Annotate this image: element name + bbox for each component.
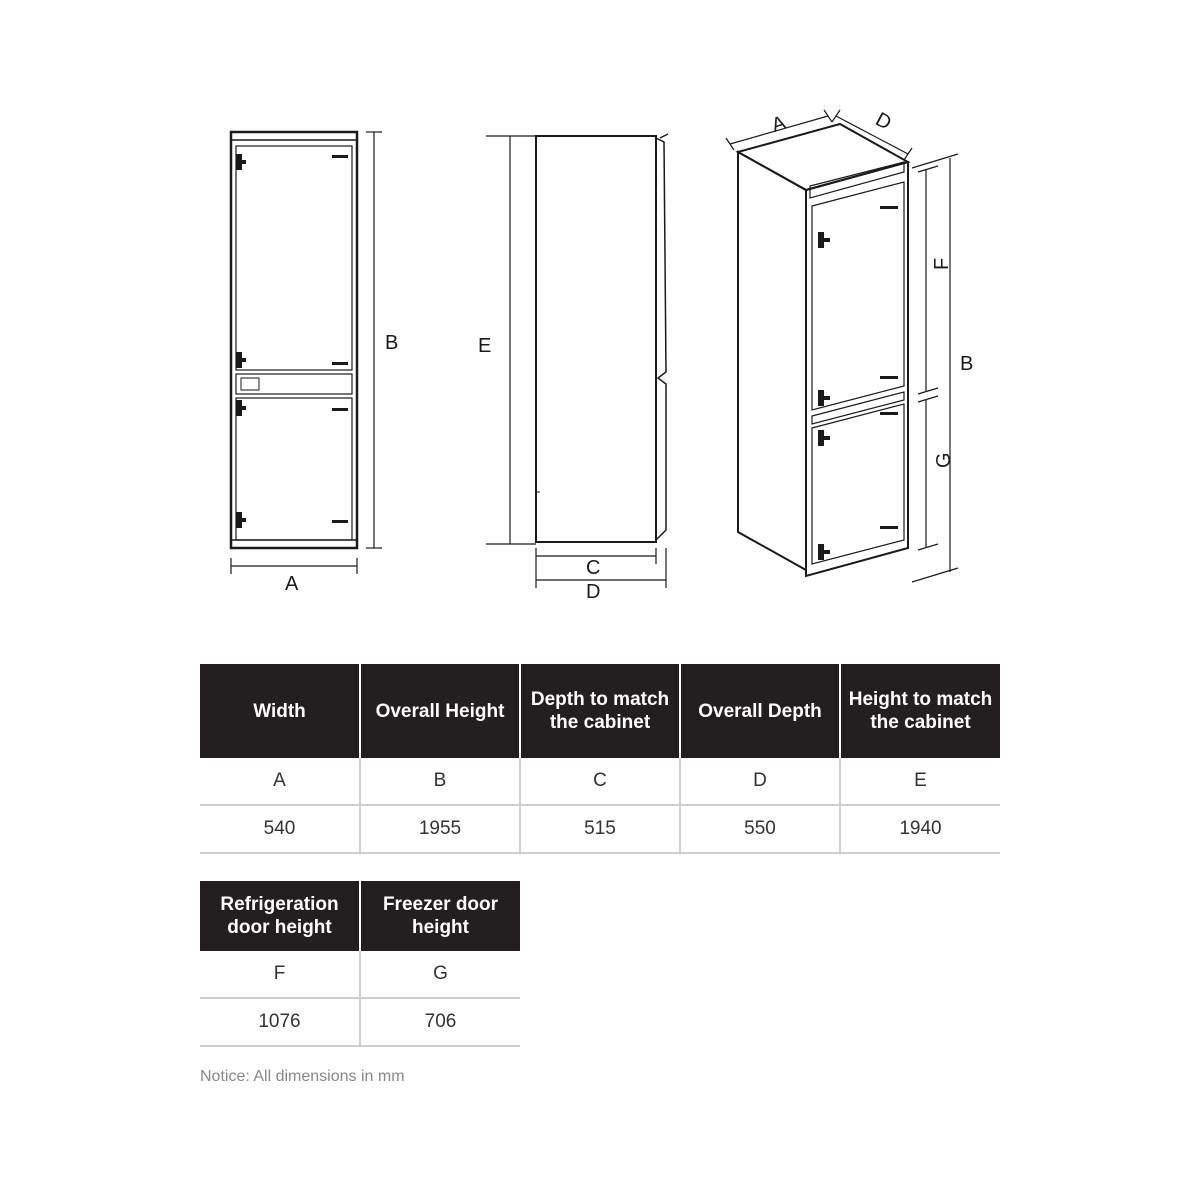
dim-label-e: E xyxy=(478,335,492,357)
dim-label-b-iso: B xyxy=(960,353,974,375)
table-row xyxy=(200,951,520,998)
hinge-icon xyxy=(818,206,898,560)
header-depth-cabinet: Depth to match the cabinet xyxy=(520,664,680,758)
dim-label-c: C xyxy=(586,557,601,579)
dimensions-table xyxy=(200,664,1000,854)
header-height-cabinet: Height to match the cabinet xyxy=(840,664,1000,758)
dim-label-a-iso: A xyxy=(768,111,789,137)
dim-label-b: B xyxy=(385,332,399,354)
value-cell: 515 xyxy=(520,805,680,853)
value-cell: 1955 xyxy=(360,805,520,853)
value-cell: 1940 xyxy=(840,805,1000,853)
dim-label-d: D xyxy=(586,581,601,603)
letter-cell: A xyxy=(200,758,360,805)
letter-cell: G xyxy=(360,951,520,998)
value-cell: 540 xyxy=(200,805,360,853)
header-overall-depth: Overall Depth xyxy=(680,664,840,758)
letter-cell: E xyxy=(840,758,1000,805)
header-freezer-door: Freezer door height xyxy=(360,881,520,951)
letter-cell: C xyxy=(520,758,680,805)
table-row xyxy=(200,758,1000,805)
value-cell: 1076 xyxy=(200,998,360,1046)
door-heights-table xyxy=(200,881,520,1047)
header-width: Width xyxy=(200,664,360,758)
table-header-row xyxy=(200,881,520,951)
table-row xyxy=(200,805,1000,853)
units-notice: Notice: All dimensions in mm xyxy=(200,1068,405,1085)
table-row xyxy=(200,998,520,1046)
header-fridge-door: Refrigeration door height xyxy=(200,881,360,951)
isometric-view xyxy=(726,110,958,582)
letter-cell: D xyxy=(680,758,840,805)
value-cell: 550 xyxy=(680,805,840,853)
dim-label-g: G xyxy=(933,452,955,468)
hinge-icon xyxy=(236,154,348,528)
value-cell: 706 xyxy=(360,998,520,1046)
side-view xyxy=(486,134,668,588)
letter-cell: F xyxy=(200,951,360,998)
dim-label-d-iso: D xyxy=(871,108,895,135)
header-overall-height: Overall Height xyxy=(360,664,520,758)
letter-cell: B xyxy=(360,758,520,805)
dim-label-f: F xyxy=(931,257,953,270)
table-header-row xyxy=(200,664,1000,758)
front-view xyxy=(231,132,382,574)
dim-label-a: A xyxy=(285,573,299,595)
